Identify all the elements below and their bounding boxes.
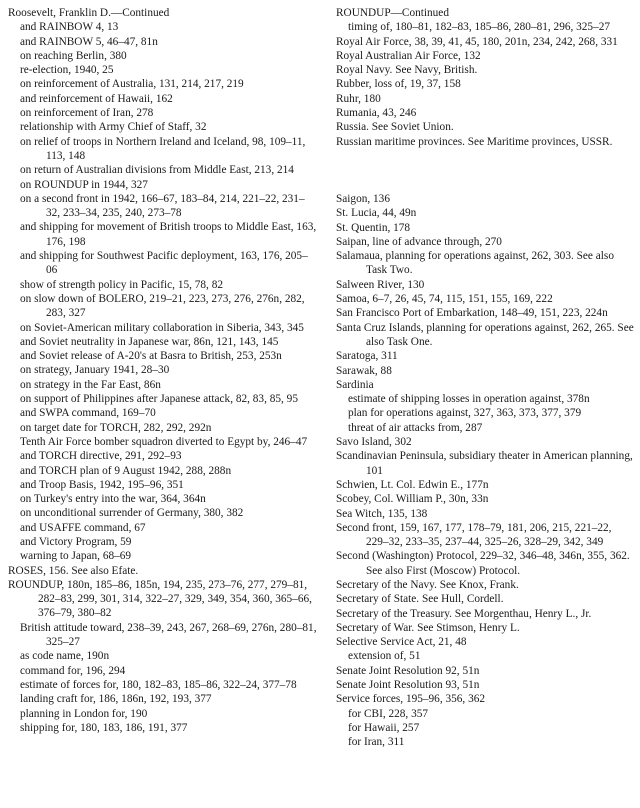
index-subentry: on strategy, January 1941, 28–30 (20, 364, 170, 377)
index-subentry: planning in London for, 190 (20, 707, 148, 720)
index-subentry: and RAINBOW 4, 13 (20, 21, 119, 34)
index-entry: ROUNDUP, 180n, 185–86, 185n, 194, 235, 273–76, 277, 279–81, 282–83, 299, 301, 314, 322–27, 329, 349, 354, 360, 365–66, 376–79, 380–82 (8, 578, 312, 620)
index-column-left (8, 6, 318, 735)
index-subentry: show of strength policy in Pacific, 15, 78, 82 (20, 278, 224, 291)
index-entry: Santa Cruz Islands, planning for operations against, 262, 265. See also Task One. (336, 321, 634, 348)
index-subentry: on Soviet-American military collaboration in Siberia, 343, 345 (20, 321, 304, 334)
index-subentry: on unconditional surrender of Germany, 380, 382 (20, 507, 244, 520)
index-section-s (336, 192, 636, 750)
letter-section-gap (336, 149, 636, 192)
index-subentry: threat of air attacks from, 287 (348, 421, 483, 434)
index-entry: Russia. See Soviet Union. (336, 121, 454, 134)
index-entry: Service forces, 195–96, 356, 362 (336, 693, 486, 706)
index-subentry: and Soviet release of A-20's at Basra to British, 253, 253n (20, 350, 282, 363)
index-entry: Rumania, 43, 246 (336, 107, 417, 120)
index-entry: St. Quentin, 178 (336, 221, 411, 234)
index-entry: San Francisco Port of Embarkation, 148–49, 151, 223, 224n (336, 307, 608, 320)
index-subentry: and shipping for movement of British troops to Middle East, 163, 176, 198 (20, 221, 317, 248)
index-entry: Royal Australian Air Force, 132 (336, 49, 481, 62)
index-subentry: on slow down of BOLERO, 219–21, 223, 273, 276, 276n, 282, 283, 327 (20, 292, 305, 320)
index-subentry: on relief of troops in Northern Ireland and Iceland, 98, 109–11, 113, 148 (20, 135, 306, 162)
index-subentry: plan for operations against, 327, 363, 373, 377, 379 (348, 407, 582, 420)
index-subentry: on Turkey's entry into the war, 364, 364n (20, 493, 206, 506)
index-entry: Russian maritime provinces. See Maritime provinces, USSR. (336, 135, 613, 148)
index-entry: Sea Witch, 135, 138 (336, 507, 428, 520)
index-entry: ROSES, 156. See also Efate. (8, 564, 139, 577)
index-entry: Secretary of the Navy. See Knox, Frank. (336, 578, 519, 591)
index-entry: Samoa, 6–7, 26, 45, 74, 115, 151, 155, 169, 222 (336, 293, 553, 306)
index-subentry: on a second front in 1942, 166–67, 183–84, 214, 221–22, 231–32, 233–34, 235, 240, 273–78 (20, 192, 305, 220)
index-subentry: on reinforcement of Australia, 131, 214, 217, 219 (20, 78, 244, 91)
index-subentry: for Iran, 311 (348, 736, 405, 749)
index-subentry: on strategy in the Far East, 86n (20, 378, 161, 391)
index-subentry: relationship with Army Chief of Staff, 32 (20, 121, 207, 134)
index-subentry: warning to Japan, 68–69 (20, 550, 132, 563)
index-entry: Secretary of War. See Stimson, Henry L. (336, 621, 520, 634)
index-subentry: British attitude toward, 238–39, 243, 267, 268–69, 276n, 280–81, 325–27 (20, 621, 317, 649)
index-subentry: and Troop Basis, 1942, 195–96, 351 (20, 478, 184, 491)
index-entry: Second (Washington) Protocol, 229–32, 346–48, 346n, 355, 362. See also First (Moscow) Protocol. (336, 550, 630, 577)
index-subentry: timing of, 180–81, 182–83, 185–86, 280–81, 296, 325–27 (348, 21, 611, 34)
index-entry: Saratoga, 311 (336, 350, 398, 363)
index-entry: Saigon, 136 (336, 192, 390, 205)
index-entry: Salamaua, planning for operations against, 262, 303. See also Task Two. (336, 250, 614, 277)
index-subentry: for Hawaii, 257 (348, 721, 420, 734)
index-subentry: on reinforcement of Iran, 278 (20, 107, 154, 120)
index-entry: St. Lucia, 44, 49n (336, 207, 417, 220)
index-subentry: on target date for TORCH, 282, 292, 292n (20, 421, 212, 434)
index-subentry: command for, 196, 294 (20, 664, 126, 677)
index-entry: Secretary of State. See Hull, Cordell. (336, 593, 504, 606)
index-entry: Roosevelt, Franklin D.—Continued (8, 7, 170, 19)
index-subentry: estimate of shipping losses in operation against, 378n (348, 393, 590, 406)
index-subentry: on support of Philippines after Japanese attack, 82, 83, 85, 95 (20, 393, 298, 406)
index-subentry: extension of, 51 (348, 650, 421, 663)
index-entry: Schwien, Lt. Col. Edwin E., 177n (336, 478, 489, 491)
index-subentry: and shipping for Southwest Pacific deployment, 163, 176, 205–06 (20, 250, 308, 277)
index-subentry: and reinforcement of Hawaii, 162 (20, 92, 173, 105)
index-entry: Royal Navy. See Navy, British. (336, 64, 478, 77)
index-entry: ROUNDUP—Continued (336, 7, 449, 19)
index-subentry: and Victory Program, 59 (20, 535, 132, 548)
index-entry: Senate Joint Resolution 93, 51n (336, 679, 480, 692)
index-entry: Selective Service Act, 21, 48 (336, 636, 467, 649)
index-subentry: on return of Australian divisions from Middle East, 213, 214 (20, 164, 294, 177)
index-subentry: and USAFFE command, 67 (20, 521, 146, 534)
index-entry: Second front, 159, 167, 177, 178–79, 181, 206, 215, 221–22, 229–32, 233–35, 237–44, 325–26, 328–29, 342, 349 (336, 521, 612, 549)
index-subentry: re-election, 1940, 25 (20, 64, 114, 77)
index-entry: Senate Joint Resolution 92, 51n (336, 664, 480, 677)
index-column-right (336, 6, 636, 750)
index-subentry: and SWPA command, 169–70 (20, 407, 156, 420)
index-subentry: estimate of forces for, 180, 182–83, 185–86, 322–24, 377–78 (20, 678, 297, 691)
index-subentry: Tenth Air Force bomber squadron diverted to Egypt by, 246–47 (20, 435, 308, 448)
index-subentry: and RAINBOW 5, 46–47, 81n (20, 35, 158, 48)
index-entry: Salween River, 130 (336, 278, 425, 291)
index-entry: Secretary of the Treasury. See Morgenthau, Henry L., Jr. (336, 607, 592, 620)
index-subentry: for CBI, 228, 357 (348, 707, 429, 720)
index-entry: Royal Air Force, 38, 39, 41, 45, 180, 201n, 234, 242, 268, 331 (336, 35, 618, 48)
index-entry: Rubber, loss of, 19, 37, 158 (336, 78, 461, 91)
index-subentry: and Soviet neutrality in Japanese war, 86n, 121, 143, 145 (20, 335, 279, 348)
index-subentry: on reaching Berlin, 380 (20, 49, 127, 62)
index-entry: Sardinia (336, 378, 374, 391)
index-entry: Ruhr, 180 (336, 92, 381, 105)
index-subentry: shipping for, 180, 183, 186, 191, 377 (20, 721, 188, 734)
index-entry: Savo Island, 302 (336, 436, 412, 449)
index-entry: Scobey, Col. William P., 30n, 33n (336, 493, 489, 506)
index-subentry: as code name, 190n (20, 650, 110, 663)
index-entry: Sarawak, 88 (336, 364, 392, 377)
index-subentry: landing craft for, 186, 186n, 192, 193, 377 (20, 693, 212, 706)
index-entry: Saipan, line of advance through, 270 (336, 235, 502, 248)
index-subentry: and TORCH plan of 9 August 1942, 288, 288n (20, 464, 232, 477)
index-subentry: on ROUNDUP in 1944, 327 (20, 178, 148, 191)
index-subentry: and TORCH directive, 291, 292–93 (20, 450, 182, 463)
index-section-r (336, 6, 636, 149)
index-entry: Scandinavian Peninsula, subsidiary theater in American planning, 101 (336, 450, 633, 477)
